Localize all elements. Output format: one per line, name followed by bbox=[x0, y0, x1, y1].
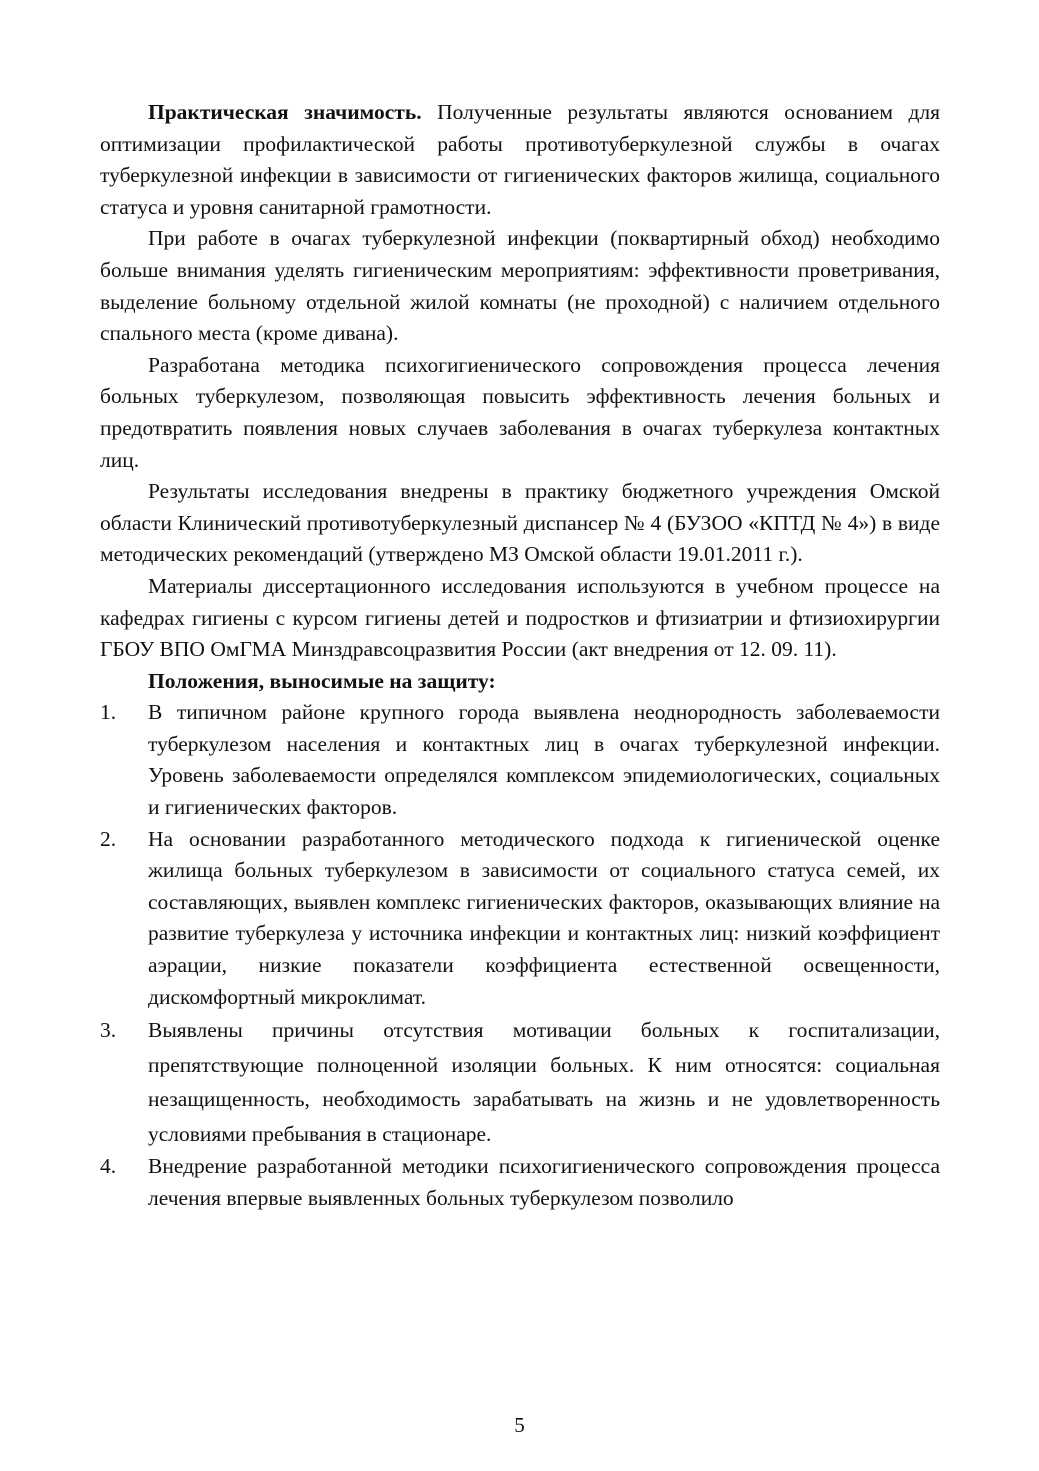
list-item-number: 2. bbox=[100, 826, 117, 851]
paragraph-implementation: Результаты исследования внедрены в практику бюджетного учреждения Омской области Клинический противотуберкулезный диспансер № 4 (БУЗОО «КПТД № 4») в виде методических рекомендаций (утверждено МЗ Омской области 19.01.2011 г.). bbox=[100, 479, 940, 567]
paragraph-practical-significance bbox=[100, 97, 940, 223]
list-item-text: На основании разработанного методического подхода к гигиенической оценке жилища больных туберкулезом в зависимости от социального статуса семей, их составляющих, выявлен комплекс гигиенических факторов, оказывающих влияние на развитие туберкулеза у источника инфекции и контактных лиц: низкий коэффициент аэрации, низкие показатели коэффициента естественной освещенности, дискомфортный микроклимат. bbox=[148, 826, 940, 1009]
defense-provisions-heading: Положения, выносимые на защиту: bbox=[148, 668, 496, 693]
list-item-number: 4. bbox=[100, 1154, 117, 1179]
list-item bbox=[100, 1013, 940, 1151]
list-item-text: Внедрение разработанной методики психогигиенического сопровождения процесса лечения впервые выявленных больных туберкулезом позволило bbox=[148, 1154, 940, 1210]
page-number: 5 bbox=[514, 1413, 525, 1437]
list-item-number: 3. bbox=[100, 1018, 117, 1043]
defense-provisions-list bbox=[100, 697, 940, 1214]
practical-significance-text: Полученные результаты являются основанием для оптимизации профилактической работы противотуберкулезной службы в очагах туберкулезной инфекции в зависимости от гигиенических факторов жилища, социального статуса и уровня санитарной грамотности. bbox=[100, 100, 941, 219]
list-item-number: 1. bbox=[100, 700, 117, 725]
paragraph-educational-use: Материалы диссертационного исследования используются в учебном процессе на кафедрах гигиены с курсом гигиены детей и подростков и фтизиатрии и фтизиохирургии ГБОУ ВПО ОмГМА Минздравсоцразвития России (акт внедрения от 12. 09. 11). bbox=[100, 573, 940, 662]
list-item-text: Выявлены причины отсутствия мотивации больных к госпитализации, препятствующие полноценной изоляции больных. К ним относятся: социальная незащищенность, необходимость зарабатывать на жизнь и не удовлетворенность условиями пребывания в стационаре. bbox=[148, 1018, 940, 1146]
list-item bbox=[100, 1151, 940, 1214]
list-item bbox=[100, 697, 940, 823]
practical-significance-lead: Практическая значимость. bbox=[148, 100, 422, 124]
document-page bbox=[100, 97, 940, 1214]
paragraph-method-developed: Разработана методика психогигиенического сопровождения процесса лечения больных туберкулезом, позволяющая повысить эффективность лечения больных и предотвратить появления новых случаев заболевания в очагах туберкулеза контактных лиц. bbox=[100, 352, 940, 472]
list-item bbox=[100, 824, 940, 1014]
paragraph-hygiene-measures: При работе в очагах туберкулезной инфекции (поквартирный обход) необходимо больше внимания уделять гигиеническим мероприятиям: эффективности проветривания, выделение больному отдельной жилой комнаты (не проходной) с наличием отдельного спального места (кроме дивана). bbox=[100, 226, 940, 346]
list-item-text: В типичном районе крупного города выявлена неоднородность заболеваемости туберкулезом населения и контактных лиц в очагах туберкулезной инфекции. Уровень заболеваемости определялся комплексом эпидемиологических, социальных и гигиенических факторов. bbox=[148, 700, 940, 820]
